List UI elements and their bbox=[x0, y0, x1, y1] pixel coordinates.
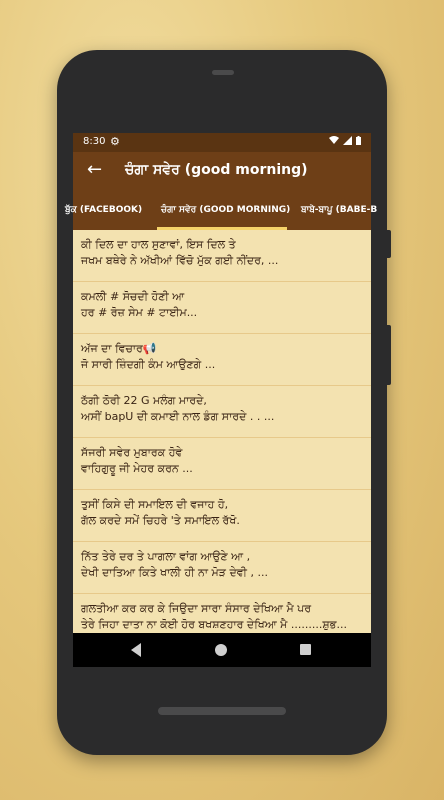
list-item[interactable] bbox=[73, 334, 371, 386]
signal-icon bbox=[343, 136, 352, 145]
item-line-2: ਦੇਖੀ ਦਾਤਿਆ ਕਿਤੇ ਖਾਲੀ ਹੀ ਨਾ ਮੋੜ ਦੇਵੀ , ... bbox=[81, 566, 268, 579]
triangle-back-icon[interactable] bbox=[131, 643, 141, 657]
item-line-1: ਠੱਗੀ ਠੋਰੀ 22 G ਮਲੰਗ ਮਾਰਦੇ, bbox=[81, 394, 207, 407]
item-line-2: ਹਰ # ਰੋਜ਼ ਸੇਮ # ਟਾਈਮ... bbox=[81, 306, 198, 319]
item-line-1: ਕਮਲੀ # ਸੋਚਦੀ ਹੋਣੀ ਆ bbox=[81, 290, 185, 303]
battery-icon bbox=[356, 136, 361, 145]
item-line-2: ਵਾਹਿਗੁਰੂ ਜੀ ਮੇਹਰ ਕਰਨ ... bbox=[81, 462, 193, 475]
screen bbox=[65, 133, 378, 667]
system-nav-bar bbox=[73, 633, 371, 667]
item-line-2: ਅਸੀਂ bapU ਦੀ ਕਮਾਈ ਨਾਲ ਡੰਗ ਸਾਰਦੇ . . ... bbox=[81, 410, 275, 423]
item-line-1: ਤੁਸੀਂ ਕਿਸੇ ਦੀ ਸਮਾਇਲ ਦੀ ਵਜਾਹ ਹੋ, bbox=[81, 498, 229, 511]
item-line-2: ਤੇਰੇ ਜਿਹਾ ਦਾਤਾ ਨਾ ਕੋਈ ਹੋਰ ਬਖਸ਼ਣਹਾਰ ਦੇਖਿਆ ਮੈ .........ਸ਼ੁਭ... bbox=[81, 618, 347, 631]
item-line-1: ਸੱਜਰੀ ਸਵੇਰ ਮੁਬਾਰਕ ਹੋਵੇ bbox=[81, 446, 183, 459]
item-line-2: ਜੋ ਸਾਰੀ ਜ਼ਿੰਦਗੀ ਕੰਮ ਆਉਣਗੇ ... bbox=[81, 358, 216, 371]
status-bar bbox=[73, 133, 371, 152]
item-line-2: ਜਖਮ ਬਥੇਰੇ ਨੇ ਅੱਖੀਆਂ ਵਿੱਚੋ ਮੁੱਕ ਗਈ ਨੀਂਦਰ, ... bbox=[81, 254, 279, 267]
phone-volume-button bbox=[387, 230, 391, 258]
page-title: ਚੰਗਾ ਸਵੇਰ (good morning) bbox=[125, 162, 308, 178]
item-line-1: ਕੀ ਦਿਲ ਦਾ ਹਾਲ ਸੁਣਾਵਾਂ, ਇਸ ਦਿਲ ਤੇ bbox=[81, 238, 236, 251]
list-item[interactable] bbox=[73, 386, 371, 438]
phone-chin-bar bbox=[158, 707, 286, 715]
square-recents-icon[interactable] bbox=[300, 644, 311, 655]
tab-facebook[interactable]: ਬੁੱਕ (FACEBOOK) bbox=[65, 205, 143, 215]
status-icons bbox=[329, 136, 361, 145]
phone-speaker bbox=[212, 70, 234, 75]
item-line-1: ਗਲਤੀਆ ਕਰ ਕਰ ਕੇ ਜਿਉਦਾ ਸਾਰਾ ਸੰਸਾਰ ਦੇਖਿਆ ਮੈ ਪਰ bbox=[81, 602, 312, 615]
item-line-2: ਗੱਲ ਕਰਦੇ ਸਮੇਂ ਚਿਹਰੇ 'ਤੇ ਸਮਾਇਲ ਰੱਖੋ. bbox=[81, 514, 240, 527]
list-item[interactable] bbox=[73, 438, 371, 490]
app-bar bbox=[73, 152, 371, 190]
list-item[interactable] bbox=[73, 542, 371, 594]
status-time: 8:30 bbox=[83, 136, 106, 147]
circle-home-icon[interactable] bbox=[215, 644, 227, 656]
gear-icon: ⚙ bbox=[110, 135, 120, 148]
tab-bar bbox=[65, 190, 378, 230]
list-item[interactable] bbox=[73, 282, 371, 334]
item-line-1: ਨਿੱਤ ਤੇਰੇ ਦਰ ਤੇ ਪਾਗਲਾ ਵਾਂਗ ਆਉਣੇ ਆ , bbox=[81, 550, 251, 563]
item-line-1: ਅੱਜ ਦਾ ਵਿਚਾਰ📢 bbox=[81, 342, 157, 355]
arrow-back-icon[interactable]: ← bbox=[87, 159, 103, 180]
list-item[interactable] bbox=[73, 490, 371, 542]
list-item[interactable] bbox=[73, 230, 371, 282]
wifi-icon bbox=[329, 136, 339, 145]
tab-babe-bapu[interactable]: ਬਾਬੇ-ਬਾਪੂ (BABE-B bbox=[301, 205, 378, 215]
message-list[interactable] bbox=[73, 230, 371, 633]
tab-good-morning[interactable]: ਚੰਗਾ ਸਵੇਰ (GOOD MORNING) bbox=[161, 205, 291, 215]
phone-power-button bbox=[387, 325, 391, 385]
